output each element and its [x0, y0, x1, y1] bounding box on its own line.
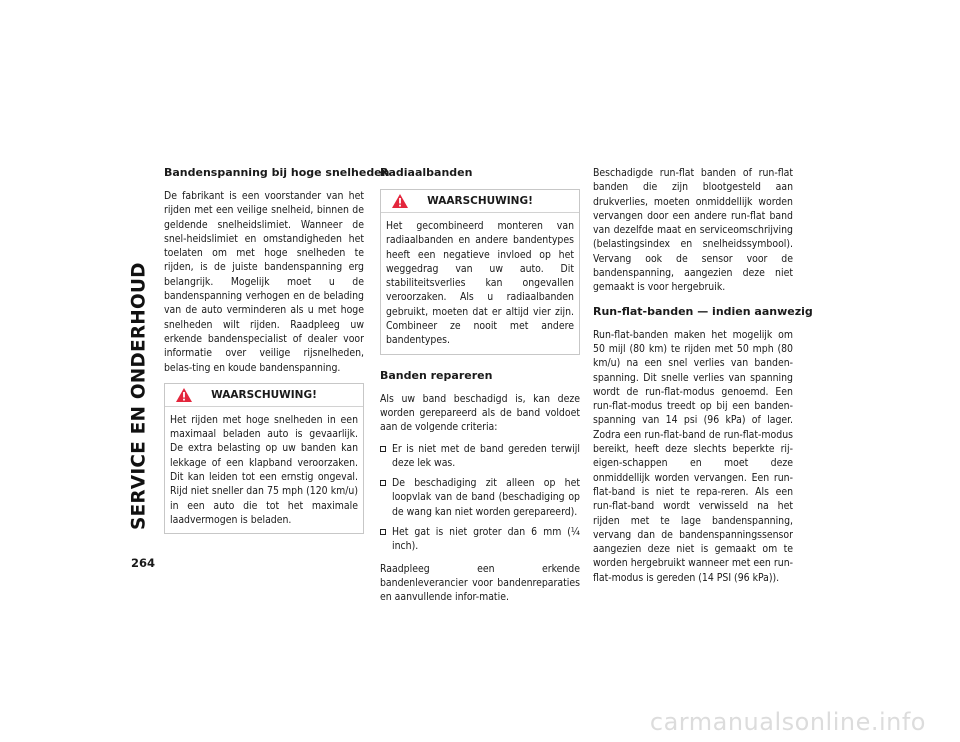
- warning-box-high-speed: [164, 383, 364, 534]
- heading-run-flat-tires: Run-flat-banden — indien aanwezig: [593, 304, 813, 318]
- paragraph-high-speed: De fabrikant is een voorstander van het rijden met een veilige snelheid, binnen de geldende snelheidslimiet. Wanneer de snel-heidslimiet en omstandigheden het toelaten om met hoge snelheden te rijden, is de juiste bandenspanning erg belangrijk. Mogelijk moet u de bandenspanning verhogen en de belading van de auto verminderen als u met hoge snelheden wilt rijden. Raadpleeg uw erkende bandenspecialist of dealer voor informatie over veilige rijsnelheden, belas-ting en koude bandenspanning.: [164, 190, 364, 374]
- checkbox-bullet-icon: [380, 480, 386, 486]
- section-side-label: SERVICE EN ONDERHOUD: [128, 262, 150, 530]
- warning-box-radial: [380, 189, 580, 355]
- paragraph-runflat-damaged: Beschadigde run-flat banden of run-flat banden die zijn blootgesteld aan drukverlies, moeten onmiddellijk worden vervangen door een andere run-flat band van dezelfde maat en serviceomschrijving (belastingsindex en snelheidssymbool). Vervang ook de sensor voor de bandenspanning, aangezien deze niet gemaakt is voor hergebruik.: [593, 167, 793, 294]
- column-left: [164, 166, 390, 548]
- paragraph-run-flat-mode: Run-flat-banden maken het mogelijk om 50 mijl (80 km) te rijden met 50 mph (80 km/u) na een snel verlies van banden-spanning. Dit snelle verlies van spanning wordt de run-flat-modus genoemd. Een run-flat-modus treedt op bij een banden-spanning van 14 psi (96 kPa) of lager. Zodra een run-flat-band de run-flat-modus bereikt, heeft deze slechts beperkte rij-eigen-schappen en moet deze onmiddellijk worden vervangen. Een run-flat-band is niet te repa-reren. Als een run-flat-band wordt verwisseld na het rijden met te lage bandenspanning, vervang dan de bandenspanningssensor aangezien deze niet is gemaakt om te worden hergebruikt wanneer met een run-flat-modus is gereden (14 PSI (96 kPa)).: [593, 328, 793, 584]
- column-middle: [380, 166, 580, 612]
- page-number: 264: [131, 556, 156, 570]
- list-item: Het gat is niet groter dan 6 mm (¼ inch).: [380, 525, 580, 554]
- paragraph-repair-intro: Als uw band beschadigd is, kan deze worden gerepareerd als de band voldoet aan de volgende criteria:: [380, 392, 580, 434]
- warning-header: [381, 190, 579, 213]
- checkbox-bullet-icon: [380, 529, 386, 535]
- paragraph-repair-closing: Raadpleeg een erkende bandenleverancier voor bandenreparaties en aanvullende infor-matie.: [380, 562, 580, 604]
- heading-radial-tires: Radiaalbanden: [380, 166, 473, 179]
- warning-text: Het gecombineerd monteren van radiaalbanden en andere bandentypes heeft een negatieve invloed op het weggedrag van uw auto. Dit stabiliteitsverlies kan ongevallen veroorzaken. Als u radiaalbanden gebruikt, moeten dat er altijd vier zijn. Combineer ze nooit met andere bandentypes.: [386, 220, 574, 347]
- warning-triangle-icon: [391, 193, 409, 209]
- warning-title: WAARSCHUWING!: [427, 194, 533, 207]
- list-item: Er is niet met de band gereden terwijl deze lek was.: [380, 442, 580, 471]
- warning-text: Het rijden met hoge snelheden in een maximaal beladen auto is gevaarlijk. De extra belasting op uw banden kan lekkage of een klapband veroorzaken. Dit kan leiden tot een ernstig ongeval. Rijd niet sneller dan 75 mph (120 km/u) in een auto die tot het maximale laadvermogen is beladen.: [170, 413, 358, 526]
- checkbox-bullet-icon: [380, 446, 386, 452]
- watermark: carmanualsonline.info: [649, 708, 926, 736]
- warning-title: WAARSCHUWING!: [211, 388, 317, 401]
- heading-high-speed-pressure: Bandenspanning bij hoge snelheden: [164, 166, 390, 179]
- list-item: De beschadiging zit alleen op het loopvlak van de band (beschadiging op de wang kan niet worden gerepareerd).: [380, 476, 580, 519]
- heading-tire-repair: Banden repareren: [380, 368, 493, 382]
- column-right: [593, 166, 813, 592]
- warning-triangle-icon: [175, 387, 193, 403]
- warning-header: [165, 384, 363, 407]
- repair-criteria-list: [380, 442, 580, 554]
